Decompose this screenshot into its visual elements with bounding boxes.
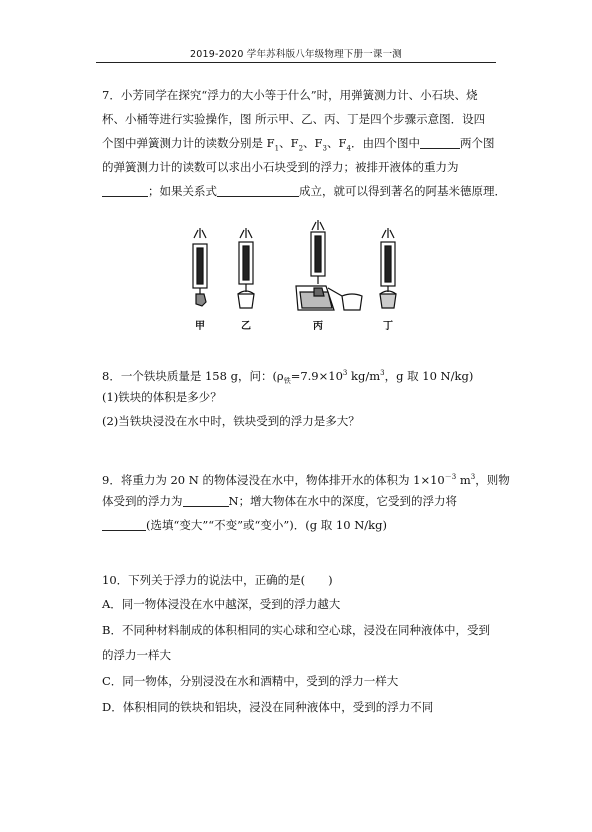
q9-unit-exp: 3 [470, 473, 476, 481]
q9-line-2 [102, 494, 457, 508]
q7-experiment-figure [170, 216, 430, 334]
q8-line-2: (1)铁块的体积是多少？ [102, 390, 222, 404]
q7-f3-sub: 3 [322, 144, 328, 153]
scale-yi-icon [238, 228, 254, 308]
figure-label-ding: 丁 [383, 321, 393, 332]
q10-option-d[interactable]: D．体积相同的铁块和铝块，浸没在同种液体中，受到的浮力不同 [102, 700, 434, 714]
q8-rho-sub: 铁 [283, 377, 291, 386]
q7-line-3f: 两个图 [459, 136, 495, 150]
figure-label-jia: 甲 [195, 321, 205, 332]
q7-line-3b: 、F [279, 136, 299, 150]
q7-f1-sub: 1 [274, 144, 280, 153]
q8-line-1d: ，g 取 10 N/kg) [384, 368, 474, 383]
q9-line-3 [102, 518, 387, 532]
q8-line-1b: =7.9×10 [290, 368, 343, 383]
q10-option-a[interactable]: A．同一物体浸没在水中越深，受到的浮力越大 [102, 597, 341, 611]
q7-f4-sub: 4 [346, 144, 351, 153]
header-divider [96, 62, 496, 63]
q8-line-1c: kg/m [347, 368, 381, 383]
q9-line-1c: ，则物 [475, 472, 510, 487]
q9-line-1b: m [456, 472, 471, 487]
q7-line-3c: 、F [303, 136, 323, 150]
q7-line-3a: 个图中弹簧测力计的读数分别是 F [102, 136, 275, 150]
scale-bing-icon [296, 220, 362, 310]
q9-line-1a: 9．将重力为 20 N 的物体浸没在水中，物体排开水的体积为 1×10 [102, 472, 445, 487]
q9-line-2a: 体受到的浮力为 [102, 494, 183, 508]
q8-line-3: (2)当铁块浸没在水中时，铁块受到的浮力是多大？ [102, 414, 360, 428]
q7-line-3 [102, 136, 494, 155]
q7-line-2: 杯、小桶等进行实验操作，图 所示甲、乙、丙、丁是四个步骤示意图．设四 [102, 112, 486, 126]
scale-ding-icon [380, 228, 396, 308]
q9-line-3-text: (选填“变大”“不变”或“变小”)．(g 取 10 N/kg) [146, 518, 387, 532]
q9-line-2b: N；增大物体在水中的深度，它受到的浮力将 [228, 494, 458, 508]
q7-line-5 [102, 184, 506, 198]
q7-line-3d: 、F [327, 136, 347, 150]
q10-stem: 10．下列关于浮力的说法中，正确的是( ) [102, 573, 333, 587]
q8-unit-exp: 3 [380, 369, 385, 377]
q9-line-1 [102, 470, 510, 487]
q9-blank-1[interactable] [183, 495, 229, 507]
figure-label-bing: 丙 [313, 321, 323, 332]
q7-line-5b: 成立，就可以得到著名的阿基米德原理． [299, 184, 506, 198]
q7-line-4: 的弹簧测力计的读数可以求出小石块受到的浮力；被排开液体的重力为 [102, 160, 459, 174]
q7-blank-3[interactable] [217, 185, 299, 197]
q9-exp: －3 [444, 473, 457, 481]
q7-line-3e: ．由四个图中 [350, 136, 420, 150]
q10-option-b-line-1[interactable]: B．不同种材料制成的体积相同的实心球和空心球，浸没在同种液体中，受到 [102, 623, 490, 637]
scale-jia-icon [193, 228, 207, 306]
q8-line-1a: 8．一个铁块质量是 158 g，问：(ρ [102, 368, 284, 383]
q7-line-5a: ；如果关系式 [148, 184, 217, 198]
q7-f2-sub: 2 [298, 144, 304, 153]
page-header: 2019-2020 学年苏科版八年级物理下册一课一测 [189, 49, 402, 60]
q7-line-1: 7．小芳同学在探究“浮力的大小等于什么”时，用弹簧测力计、小石块、烧 [102, 88, 478, 102]
q8-exp: 3 [342, 369, 348, 377]
q7-blank-1[interactable] [420, 137, 460, 149]
q9-blank-2[interactable] [102, 519, 146, 531]
q8-line-1 [102, 366, 473, 388]
q7-blank-2[interactable] [102, 185, 148, 197]
q10-option-b-line-2[interactable]: 的浮力一样大 [102, 648, 171, 662]
q10-option-c[interactable]: C．同一物体，分别浸没在水和酒精中，受到的浮力一样大 [102, 674, 399, 688]
figure-label-yi: 乙 [241, 321, 251, 332]
